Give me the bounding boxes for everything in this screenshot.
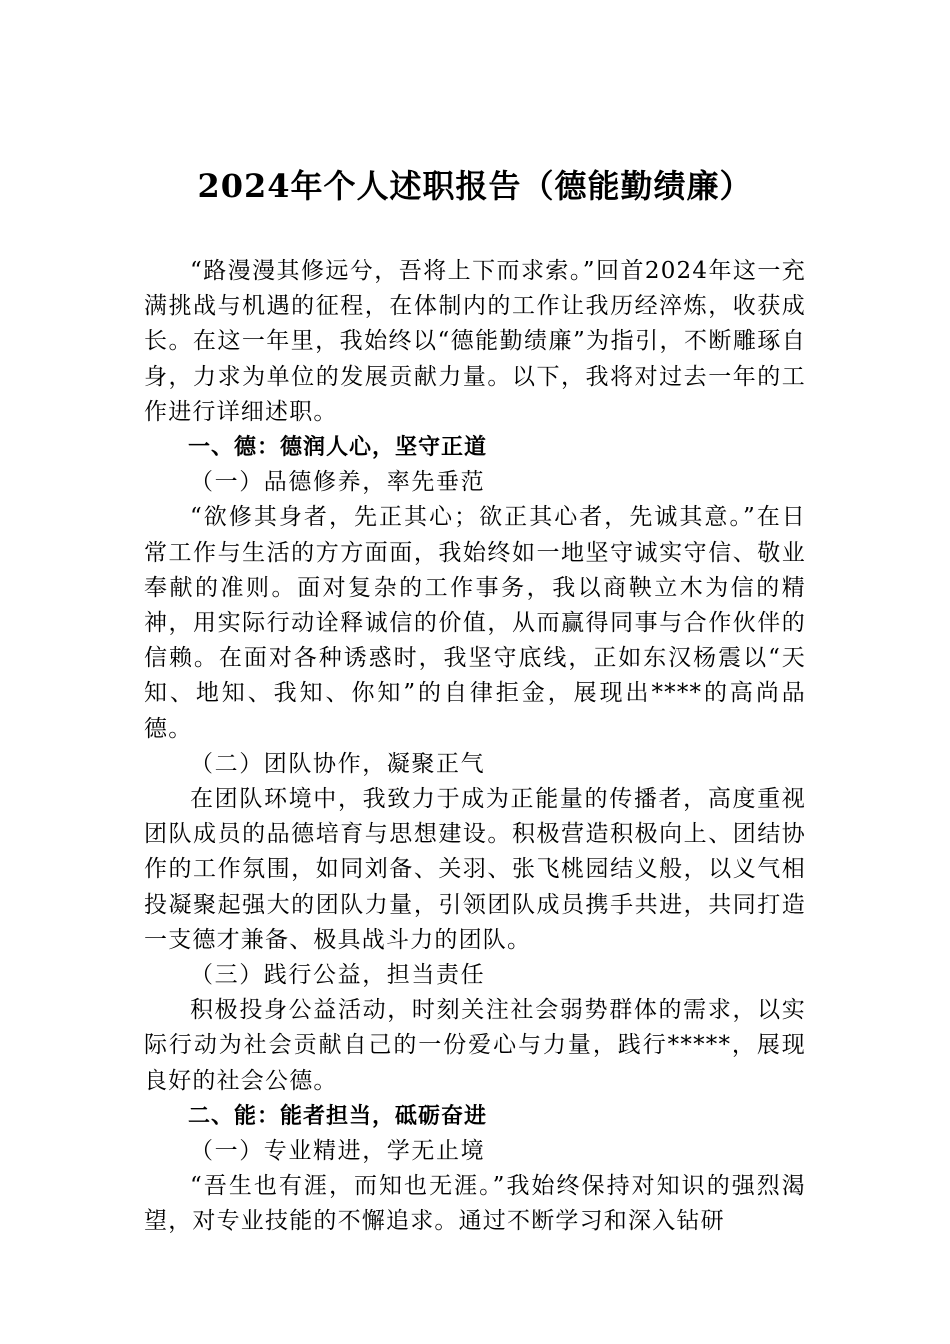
subsection-heading: （三）践行公益，担当责任	[190, 962, 486, 989]
body-paragraph: 积极投身公益活动，时刻关注社会弱势群体的需求，以实际行动为社会贡献自己的一份爱心与力量，践行*****，展现良好的社会公德。	[144, 997, 806, 1094]
body-paragraph: “吾生也有涯，而知也无涯。”我始终保持对知识的强烈渴望，对专业技能的不懈追求。通过不断学习和深入钻研	[144, 1173, 806, 1235]
subsection-heading: （一）专业精进，学无止境	[190, 1138, 486, 1165]
section-heading-neng: 二、能：能者担当，砥砺奋进	[188, 1103, 488, 1129]
subsection-heading: （一）品德修养，率先垂范	[190, 469, 486, 496]
document-body	[144, 254, 806, 1240]
subsection-heading: （二）团队协作，凝聚正气	[190, 750, 486, 777]
intro-paragraph: “路漫漫其修远兮，吾将上下而求索。”回首2024年这一充满挑战与机遇的征程，在体制内的工作让我历经淬炼，收获成长。在这一年里，我始终以“德能勤绩廉”为指引，不断雕琢自身，力求为单位的发展贡献力量。以下，我将对过去一年的工作进行详细述职。	[144, 258, 806, 425]
section-heading-de: 一、德：德润人心，坚守正道	[188, 435, 488, 461]
body-paragraph: 在团队环境中，我致力于成为正能量的传播者，高度重视团队成员的品德培育与思想建设。积极营造积极向上、团结协作的工作氛围，如同刘备、关羽、张飞桃园结义般，以义气相投凝聚起强大的团队力量，引领团队成员携手共进，共同打造一支德才兼备、极具战斗力的团队。	[144, 786, 806, 953]
body-paragraph: “欲修其身者，先正其心；欲正其心者，先诚其意。”在日常工作与生活的方方面面，我始终如一地坚守诚实守信、敬业奉献的准则。面对复杂的工作事务，我以商鞅立木为信的精神，用实际行动诠释诚信的价值，从而赢得同事与合作伙伴的信赖。在面对各种诱惑时，我坚守底线，正如东汉杨震以“天知、地知、我知、你知”的自律拒金，展现出****的高尚品德。	[144, 504, 806, 742]
document-title: 2024年个人述职报告（德能勤绩廉）	[197, 167, 753, 205]
